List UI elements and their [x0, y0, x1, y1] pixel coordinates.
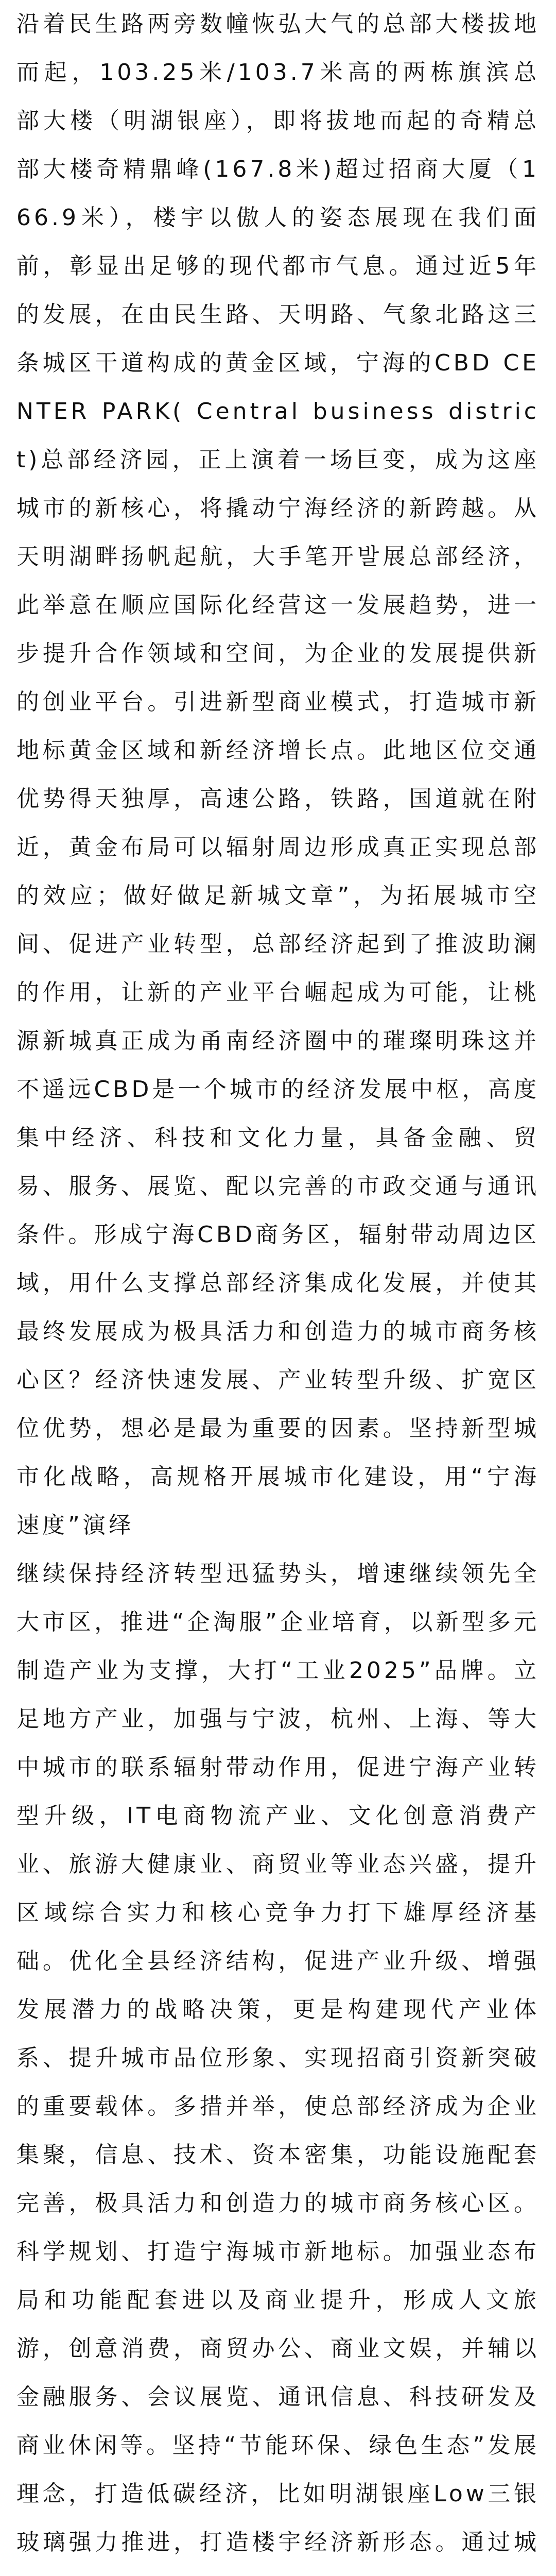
article-paragraph-1: 沿着民生路两旁数幢恢弘大气的总部大楼拔地而起，103.25米/103.7米高的两栋旗滨总部大楼（明湖银座），即将拔地而起的奇精总部大楼奇精鼎峰(167.8米)超过招商大厦（166.9米），楼宇以傲人的姿态展现在我们面前，彰显出足够的现代都市气息。通过近5年的发展，在由民生路、天明路、气象北路这三条城区干道构成的黄金区域，宁海的CBD CENTER PARK( Central business district)总部经济园，正上演着一场巨变，成为这座城市的新核心，将撬动宁海经济的新跨越。从天明湖畔扬帆起航，大手笔开발展总部经济，此举意在顺应国际化经营这一发展趋势，进一步提升合作领域和空间，为企业的发展提供新的创业平台。引进新型商业模式，打造城市新地标黄金区域和新经济增长点。此地区位交通优势得天独厚，高速公路，铁路，国道就在附近，黄金布局可以辐射周边形成真正实现总部的效应；做好做足新城文章”，为拓展城市空间、促进产业转型，总部经济起到了推波助澜的作用，让新的产业平台崛起成为可能，让桃源新城真正成为甬南经济圈中的璀璨明珠这并不遥远CBD是一个城市的经济发展中枢，高度集中经济、科技和文化力量，具备金融、贸易、服务、展览、配以完善的市政交通与通讯条件。形成宁海CBD商务区，辐射带动周边区域，用什么支撑总部经济集成化发展，并使其最终发展成为极具活力和创造力的城市商务核心区？经济快速发展、产业转型升级、扩宽区位优势，想必是最为重要的因素。坚持新型城市化战略，高规格开展城市化建设，用“宁海速度”演绎 — [16, 11, 540, 1538]
article-paragraph-2: 继续保持经济转型迅猛势头，增速继续领先全大市区，推进“企淘服”企业培育，以新型多元制造产业为支撑，大打“工业2025”品牌。立足地方产业，加强与宁波，杭州、上海、等大中城市的联系辐射带动作用，促进宁海产业转型升级，IT电商物流产业、文化创意消费产业、旅游大健康业、商贸业等业态兴盛，提升区域综合实力和核心竞争力打下雄厚经济基础。优化全县经济结构，促进产业升级、增强发展潜力的战略决策，更是构建现代产业体系、提升城市品位形象、实现招商引资新突破的重要载体。多措并举，使总部经济成为企业集聚，信息、技术、资本密集，功能设施配套完善，极具活力和创造力的城市商务核心区。科学规划、打造宁海城市新地标。加强业态布局和功能配套进以及商业提升，形成人文旅游，创意消费，商贸办公、商业文娱，并辅以金融服务、会议展览、通讯信息、科技研发及商业休闲等。坚持“节能环保、绿色生态”发展理念，打造低碳经济，比如明湖银座Low三银玻璃强力推进，打造楼宇经济新形态。通过城 — [16, 1561, 540, 2555]
